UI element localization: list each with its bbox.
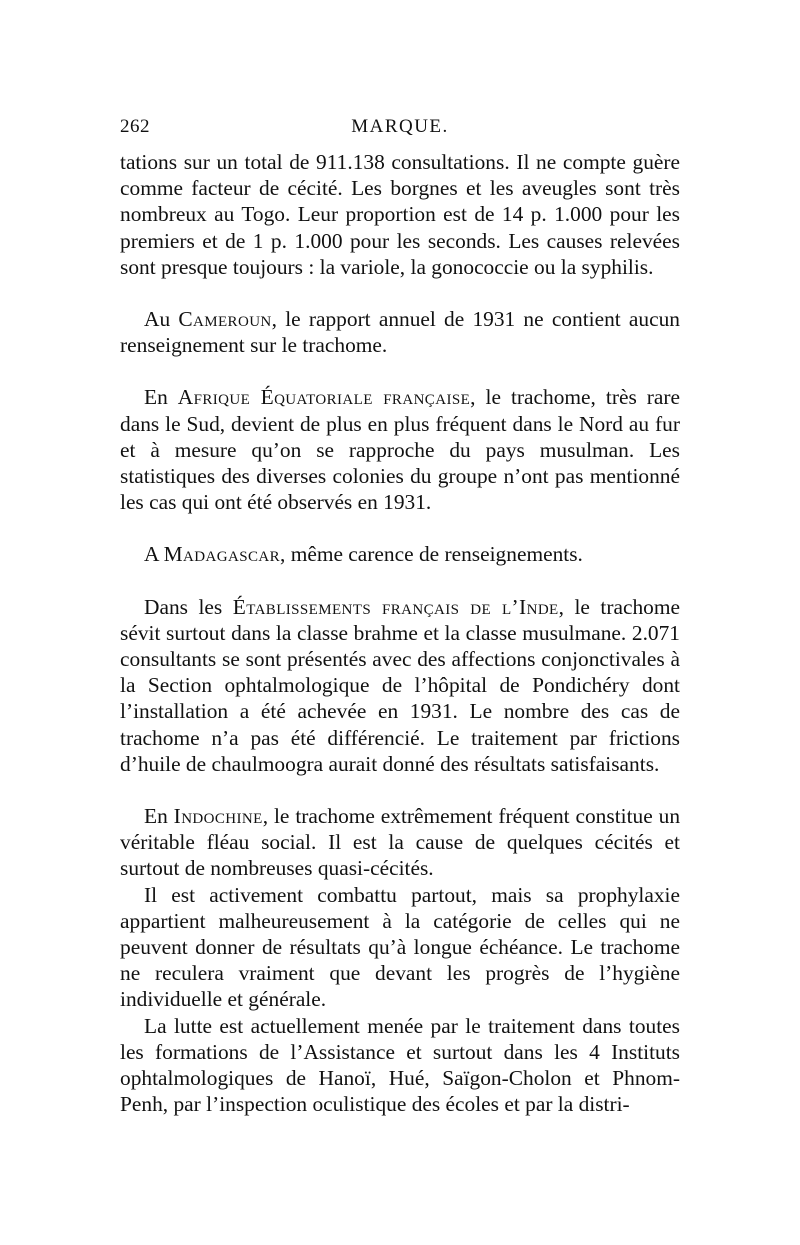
paragraph-prefix: En xyxy=(144,385,178,410)
paragraph-inde xyxy=(120,594,680,777)
paragraph-text: , le trachome sévit surtout dans la classe brahme et la classe musulmane. 2.071 consultants se sont présentés avec des affections conjonctivales à la Section ophtalmologique de l’hôpital de Pondichéry dont l’installation a été achevée en 1931. Le nombre des cas de trachome n’a pas été différencié. Le traitement par frictions d’huile de chaulmoogra aurait donné des résultats satisfaisants. xyxy=(120,594,680,776)
place-name-cameroun: Cameroun xyxy=(178,307,272,332)
paragraph-text: , le trachome extrêmement fréquent constitue un véritable fléau social. Il est la cause de quelques cécités et surtout de nombreuses quasi-cécités. xyxy=(120,804,681,881)
paragraph-madagascar xyxy=(120,541,680,567)
paragraph-prophylaxie: Il est activement combattu partout, mais sa prophylaxie appartient malheureusement à la catégorie de celles qui ne peuvent donner de résultats qu’à longue échéance. Le trachome ne reculera vraiment que devant les progrès de l’hygiène individuelle et générale. xyxy=(120,882,680,1012)
paragraph-cameroun xyxy=(120,306,680,358)
paragraph-text: , le trachome, très rare dans le Sud, devient de plus en plus fréquent dans le Nord au fur et à mesure qu’on se rapproche du pays musulman. Les statistiques des diverses colonies du groupe n’ont pas mentionné les cas qui ont été observés en 1931. xyxy=(120,385,681,515)
paragraph-prefix: Au xyxy=(144,307,179,332)
paragraph-indochine xyxy=(120,803,680,882)
page-header xyxy=(120,116,680,140)
paragraph-prefix: A xyxy=(144,542,164,567)
paragraph-afrique-equatoriale xyxy=(120,384,680,515)
paragraph-text: , même carence de renseignements. xyxy=(280,542,583,567)
place-name-madagascar: Madagascar xyxy=(163,542,280,567)
paragraph-prefix: En xyxy=(144,804,174,829)
place-name-inde: Établissements français de l’Inde xyxy=(232,594,559,619)
place-name-indochine: Indochine xyxy=(173,804,263,829)
page-body xyxy=(120,149,680,1118)
running-title: MARQUE. xyxy=(351,116,449,137)
page-number: 262 xyxy=(120,116,150,137)
paragraph-togo-continuation: tations sur un total de 911.138 consultations. Il ne compte guère comme facteur de cécité. Les borgnes et les aveugles sont très nombreux au Togo. Leur proportion est de 14 p. 1.000 pour les premiers et de 1 p. 1.000 pour les seconds. Les causes relevées sont presque toujours : la variole, la gonococcie ou la syphilis. xyxy=(120,150,680,279)
paragraph-lutte: La lutte est actuellement menée par le traitement dans toutes les formations de l’Assistance et surtout dans les 4 Instituts ophtalmologiques de Hanoï, Hué, Saïgon-Cholon et Phnom-Penh, par l’inspection oculistique des écoles et par la distri- xyxy=(120,1013,680,1117)
place-name-afrique-equatoriale: Afrique Équatoriale française xyxy=(177,385,471,410)
paragraph-prefix: Dans les xyxy=(144,594,233,619)
paragraph-text: , le rapport annuel de 1931 ne contient aucun renseignement sur le trachome. xyxy=(120,307,680,358)
